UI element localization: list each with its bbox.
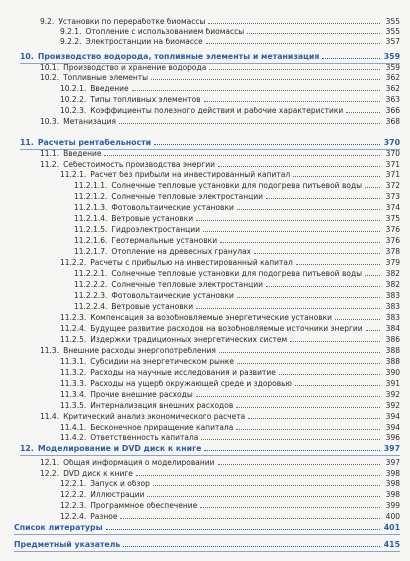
toc-dot-leader [279,373,380,375]
toc-entry [74,182,400,190]
toc-entry [60,28,400,36]
toc-dot-leader [132,89,380,91]
toc-page-number: 394 [385,423,400,432]
toc-dot-leader [293,175,380,177]
toc-page-number: 357 [385,37,400,46]
toc-dot-leader [220,241,380,243]
toc-entry [60,513,400,521]
toc-entry-number: 10.2.1. [60,84,87,93]
toc-chapter-entry [20,53,400,61]
toc-page-number: 383 [385,313,400,322]
toc-page-number: 362 [385,73,400,82]
toc-entry [40,459,400,467]
toc-dot-leader [204,100,380,102]
toc-entry-title: Введение [90,85,129,93]
toc-page-number: 394 [385,412,400,421]
toc-entry-title: Расчеты с прибылью на инвестированный капитал [90,259,293,267]
toc-dot-leader [236,406,380,408]
toc-page-number: 359 [383,52,400,61]
toc-entry-number: 11.4.1. [60,423,87,432]
toc-entry-title: Критический анализ экономического расчета [63,413,246,421]
toc-entry-number: 10.2. [40,73,60,82]
toc-entry-number: 11.2.1.7. [74,247,108,256]
toc-entry-title: Производство и хранение водорода [63,64,207,72]
toc-dot-leader [366,329,380,331]
toc-page-number: 382 [385,280,400,289]
toc-dot-leader [203,230,380,232]
toc-entry-title: Топливные элементы [63,74,149,82]
toc-entry-number: 9.2.1. [60,27,82,36]
toc-page-number: 375 [385,214,400,223]
toc-page-number: 398 [385,490,400,499]
toc-page-number: 372 [385,181,400,190]
toc-page-number: 379 [385,258,400,267]
toc-entry [40,74,400,82]
toc-page-number: 386 [385,335,400,344]
toc-entry-title: Себестоимость производства энергии [63,161,215,169]
toc-entry-title: Коэффициенты полезного действия и рабочие характеристики [90,107,344,115]
toc-dot-leader [206,42,380,44]
toc-dot-leader [209,68,380,70]
toc-entry [40,118,400,126]
toc-dot-leader [204,449,380,451]
toc-page-number: 400 [385,512,400,521]
toc-entry-title: Расходы на ущерб окружающей среде и здоровью [90,380,292,388]
toc-entry-number: 11.3.2. [60,368,87,377]
toc-entry-title: Субсидии на энергетическом рынке [90,358,235,366]
toc-entry [60,424,400,432]
toc-page-number: 396 [385,433,400,442]
toc-page-number: 383 [385,302,400,311]
toc-dot-leader [365,186,380,188]
toc-dot-leader [136,474,380,476]
toc-dot-leader [237,296,380,298]
toc-entry-number: 12.2. [40,469,60,478]
toc-entry [40,470,400,478]
toc-entry-title: Электростанции на биомассе [85,38,203,46]
toc-entry-title: Ветровые установки [111,303,194,311]
toc-page-number: 363 [385,95,400,104]
toc-entry-number: 11.2.1.5. [74,225,108,234]
toc-dot-leader [119,122,380,124]
toc-dot-leader [120,517,380,519]
toc-entry [40,413,400,421]
toc-entry-number: 11.2.1.2. [74,192,108,201]
toc-page-number: 370 [383,138,400,147]
toc-entry [60,96,400,104]
toc-entry-number: 12. [20,444,34,453]
toc-entry [74,303,400,311]
toc-page-number: 355 [385,27,400,36]
toc-dot-leader [147,495,380,497]
toc-entry-number: 12.2.3. [60,501,87,510]
toc-entry-number: 11.2.1. [60,170,87,179]
toc-entry-number: 11.3.1. [60,357,87,366]
toc-entry-number: 12.2.1. [60,479,87,488]
toc-page-number: 383 [385,291,400,300]
toc-dot-leader [106,528,380,530]
toc-entry [60,358,400,366]
toc-entry-title: Солнечные тепловые установки для подогрева питьевой воды [111,270,363,278]
toc-dot-leader [151,78,380,80]
toc-dot-leader [266,197,380,199]
toc-chapter-entry [20,445,400,453]
toc-entry [60,369,400,377]
toc-dot-leader [296,263,380,265]
toc-entry-title: Компенсация за возобновляемые энергетические установки [90,314,333,322]
toc-chapter-entry [14,524,400,532]
toc-dot-leader [237,208,380,210]
toc-entry [60,502,400,510]
toc-entry-title: Отопление с использованием биомассы [85,28,245,36]
toc-entry-number: 11. [20,138,34,147]
toc-entry [60,325,400,333]
toc-entry [60,314,400,322]
toc-entry-number: 11.2.2.2. [74,280,108,289]
toc-dot-leader [208,22,380,24]
toc-page-number: 355 [385,17,400,26]
toc-entry-title: Фотовольтаические установки [111,292,234,300]
toc-entry-title: Типы топливных элементов [90,96,201,104]
toc-entry-number: 11.4. [40,412,60,421]
toc-entry-number: 12.1. [40,458,60,467]
toc-entry-number: 11.3.3. [60,379,87,388]
toc-dot-leader [247,32,380,34]
toc-entry [60,38,400,46]
toc-page-number: 366 [385,106,400,115]
toc-entry-number: 10. [20,52,34,61]
toc-entry [74,237,400,245]
toc-entry [60,434,400,442]
toc-page-number: 390 [385,368,400,377]
toc-dot-leader [123,545,380,547]
toc-entry-title: Разное [90,513,118,521]
toc-entry-title: Запуск и обзор [90,480,150,488]
toc-page-number: 391 [385,379,400,388]
toc-entry-title: Геотермальные установки [111,237,218,245]
toc-entry-number: 11.1. [40,149,60,158]
toc-entry-number: 12.2.4. [60,512,87,521]
toc-entry-title: Внешние расходы энергопотребления [63,347,216,355]
toc-entry-title: Гидроэлектростанции [111,226,201,234]
toc-entry [60,171,400,179]
toc-entry-number: 11.2.1.3. [74,203,108,212]
toc-page-number: 376 [385,225,400,234]
toc-entry-title: Введение [63,150,102,158]
toc-dot-leader [236,428,380,430]
toc-entry-number: 11.3.4. [60,390,87,399]
toc-page-number: 382 [385,269,400,278]
toc-entry-number: 12.2.2. [60,490,87,499]
toc-dot-leader [218,165,380,167]
toc-entry-title: Солнечные тепловые электростанции [111,193,264,201]
toc-entry-number: 10.2.2. [60,95,87,104]
toc-chapter-entry [20,139,400,147]
toc-entry-title: Моделирование и DVD диск к книге [37,445,202,453]
toc-page-number: 368 [385,117,400,126]
toc-page-number: 371 [385,160,400,169]
toc-entry-title: Метанизация [63,118,116,126]
toc-entry [40,347,400,355]
toc-dot-leader [218,463,380,465]
toc-entry-title: DVD диск к книге [63,470,133,478]
toc-page-number: 376 [385,236,400,245]
toc-page-number: 371 [385,170,400,179]
toc-entry-number: 11.4.2. [60,433,87,442]
toc-dot-leader [346,111,380,113]
toc-entry [74,226,400,234]
toc-entry-title: Список литературы [14,524,103,532]
toc-entry-title: Производство водорода, топливные элементы и метанизация [37,53,320,61]
toc-entry-number: 11.2.5. [60,335,87,344]
toc-dot-leader [196,307,380,309]
toc-entry-number: 9.2.2. [60,37,82,46]
toc-entry-title: Бесконечное приращение капитала [90,424,234,432]
toc-entry-title: Общая информация о моделировании [63,459,215,467]
toc-entry-number: 11.2.1.4. [74,214,108,223]
toc-entry-number: 11.3.5. [60,401,87,410]
toc-dot-leader [201,438,380,440]
toc-dot-leader [219,351,380,353]
toc-entry [60,380,400,388]
toc-entry-number: 10.1. [40,63,60,72]
toc-entry [60,336,400,344]
toc-dot-leader [290,340,380,342]
toc-dot-leader [335,318,380,320]
toc-entry-number: 11.2.2.1. [74,269,108,278]
toc-entry-number: 11.2.1.1. [74,181,108,190]
toc-page-number: 398 [385,469,400,478]
toc-entry [60,402,400,410]
toc-dot-leader [322,57,380,59]
toc-entry [74,292,400,300]
toc-entry [74,248,400,256]
toc-entry-title: Интернализация внешних расходов [90,402,234,410]
toc-entry-number: 10.3. [40,117,60,126]
toc-entry-title: Программное обеспечение [90,502,198,510]
toc-entry [40,18,400,26]
toc-page-number: 359 [385,63,400,72]
toc-entry-title: Солнечные тепловые электростанции [111,281,264,289]
toc-entry-title: Расчет без прибыли на инвестированный капитал [90,171,291,179]
toc-entry-number: 11.2. [40,160,60,169]
toc-entry-number: 11.3. [40,346,60,355]
toc-page-number: 397 [383,444,400,453]
toc-page-number: 392 [385,401,400,410]
toc-entry [60,480,400,488]
toc-entry-title: Ветровые установки [111,215,194,223]
toc-dot-leader [365,274,380,276]
toc-page-number: 401 [383,523,400,532]
toc-page-number: 373 [385,192,400,201]
toc-page-number: 398 [385,479,400,488]
toc-entry-number: 11.2.4. [60,324,87,333]
toc-entry-title: Прочие внешние расходы [90,391,193,399]
toc-dot-leader [295,384,380,386]
toc-page-number: 388 [385,357,400,366]
toc-dot-leader [237,362,380,364]
toc-entry [74,193,400,201]
toc-entry [60,259,400,267]
toc-entry-title: Иллюстрации [90,491,145,499]
toc-entry-number: 11.2.3. [60,313,87,322]
toc-entry [74,270,400,278]
toc-dot-leader [153,484,380,486]
toc-entry [74,204,400,212]
toc-entry-title: Солнечные тепловые установки для подогрева питьевой воды [111,182,363,190]
toc-entry [74,281,400,289]
toc-page-number: 392 [385,390,400,399]
toc-entry-number: 10.2.3. [60,106,87,115]
toc-page-number: 378 [385,247,400,256]
toc-dot-leader [254,252,380,254]
toc-entry-title: Фотовольтаические установки [111,204,234,212]
toc-entry-number: 11.2.2.4. [74,302,108,311]
toc-entry [60,391,400,399]
toc-entry-number: 11.2.2. [60,258,87,267]
toc-dot-leader [200,506,380,508]
toc-entry-title: Издержки традиционных энергетических систем [90,336,288,344]
toc-dot-leader [266,285,380,287]
toc-entry-title: Расчеты рентабельности [37,139,152,147]
toc-page-number: 362 [385,84,400,93]
toc-page-number: 397 [385,458,400,467]
toc-entry [60,85,400,93]
toc-entry [40,150,400,158]
toc-entry [60,107,400,115]
toc-entry [60,491,400,499]
toc-dot-leader [248,417,380,419]
toc-page-number: 370 [385,149,400,158]
toc-page-number: 384 [385,324,400,333]
toc-entry-title: Отопление на древесных гранулах [111,248,252,256]
toc-dot-leader [104,154,380,156]
toc-chapter-entry [14,541,400,549]
toc-entry-number: 11.2.1.6. [74,236,108,245]
toc-entry-title: Расходы на научные исследования и развитие [90,369,276,377]
toc-dot-leader [196,395,380,397]
toc-entry-title: Будущее развитие расходов на возобновляемые источники энергии [90,325,363,333]
toc-entry-title: Ответственность капитала [90,434,199,442]
toc-page-number: 415 [383,540,400,549]
toc-entry-title: Установки по переработке биомассы [58,18,206,26]
toc-entry [40,161,400,169]
toc-dot-leader [154,143,380,145]
toc-entry-number: 9.2. [40,17,55,26]
toc-page-number: 374 [385,203,400,212]
toc-entry-number: 11.2.2.3. [74,291,108,300]
toc-page-number: 388 [385,346,400,355]
toc-entry [40,64,400,72]
toc-dot-leader [196,219,380,221]
toc-entry-title: Предметный указатель [14,541,121,549]
toc-page-number: 399 [385,501,400,510]
toc-entry [74,215,400,223]
